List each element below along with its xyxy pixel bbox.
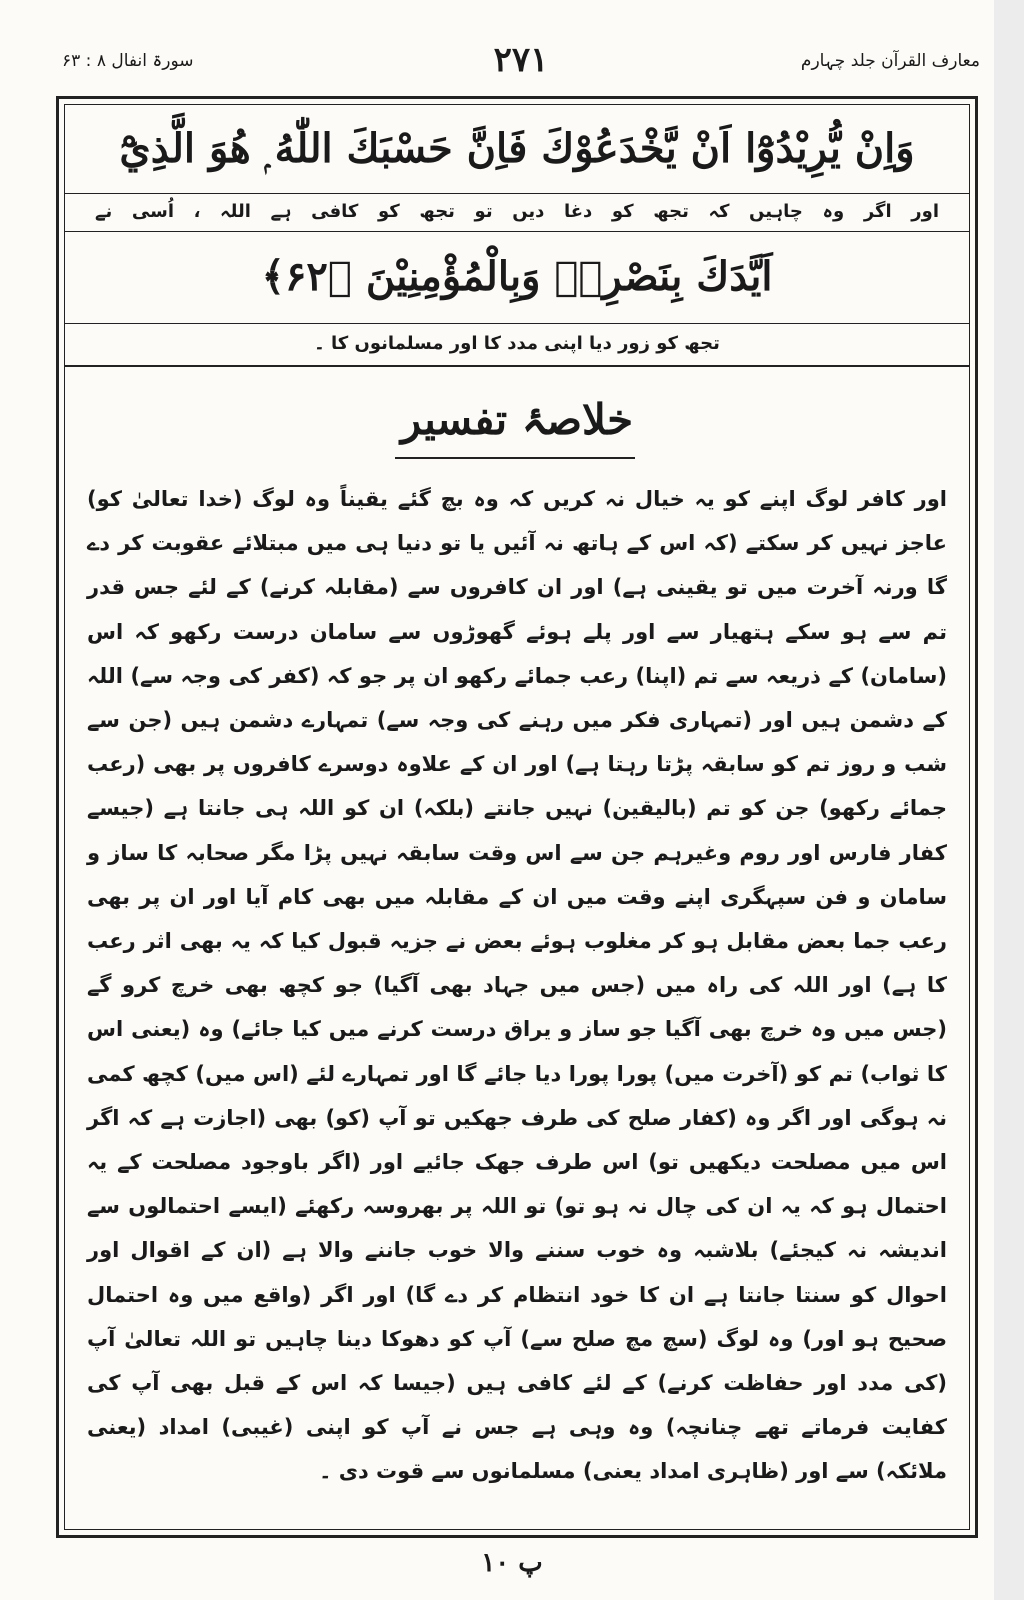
page-frame-inner <box>64 104 970 1530</box>
verse-translation-row-1 <box>65 193 969 232</box>
verse-arabic-line-2: اَيَّدَكَ بِنَصْرِهٖ وَبِالْمُؤْمِنِيْنَ ﴿۶۲﴾ <box>261 253 773 300</box>
page-frame <box>56 96 978 1538</box>
surah-reference: سورۃ انفال ۸ : ۶۳ <box>62 51 194 71</box>
page-gutter <box>994 0 1024 1600</box>
footer-page-mark: پ ۱۰ <box>481 1548 543 1578</box>
verse-arabic-row-1 <box>65 105 969 194</box>
verse-translation-line-2: تجھ کو زور دیا اپنی مدد کا اور مسلمانوں کا ۔ <box>314 333 720 354</box>
verse-arabic-line-1: وَاِنْ يُّرِيْدُوْٓا اَنْ يَّخْدَعُوْكَ فَاِنَّ حَسْبَكَ اللّٰهُ ۭ هُوَ الَّذِيْٓ <box>119 125 915 172</box>
commentary-body <box>87 477 947 1494</box>
page-number: ۲۷۱ <box>493 40 549 80</box>
section-title: خلاصۂ تفسیر <box>400 395 634 444</box>
running-header <box>62 40 980 90</box>
verse-translation-line-1: اور اگر وہ چاہیں کہ تجھ کو دغا دیں تو تجھ کو کافی ہے اللہ ، اُسی نے <box>95 201 940 222</box>
section-title-underline <box>395 457 635 459</box>
book-title: معارف القرآن جلد چہارم <box>800 51 980 71</box>
verse-translation-row-2 <box>65 323 969 367</box>
commentary-paragraph: اور کافر لوگ اپنے کو یہ خیال نہ کریں کہ وہ بچ گئے یقیناً وہ لوگ (خدا تعالیٰ کو) عاجز نہیں کر سکتے (کہ اس کے ہاتھ نہ آئیں یا تو دنیا ہی میں مبتلائے عقوبت کر دے گا ورنہ آخرت میں تو یقینی ہے) اور ان کافروں سے (مقابلہ کرنے) کے لئے جس قدر تم سے ہو سکے ہتھیار سے اور پلے ہوئے گھوڑوں سے سامان درست رکھو کہ اس (سامان) کے ذریعہ سے تم (اپنا) رعب جمائے رکھو ان پر جو کہ (کفر کی وجہ سے) اللہ کے دشمن ہیں اور (تمہاری فکر میں رہنے کی وجہ سے) تمہارے دشمن ہیں (جن سے شب و روز تم کو سابقہ پڑتا رہتا ہے) اور ان کے علاوہ دوسرے کافروں پر بھی (رعب جمائے رکھو) جن کو تم (بالیقین) نہیں جانتے (بلکہ) ان کو اللہ ہی جانتا ہے (جیسے کفار فارس اور روم وغیرہم جن سے اس وقت سابقہ نہیں پڑا مگر صحابہ کا ساز و سامان و فن سپہگری اپنے وقت میں ان کے مقابلہ میں بھی کام آیا اور ان پر بھی رعب جما بعض مقابل ہو کر مغلوب ہوئے بعض نے جزیہ قبول کیا کہ یہ بھی اثر رعب کا ہے) اور اللہ کی راہ میں (جس میں جہاد بھی آگیا) جو کچھ بھی خرچ کرو گے (جس میں وہ خرچ بھی آگیا جو ساز و یراق درست کرنے میں کیا جائے) وہ (یعنی اس کا ثواب) تم کو (آخرت میں) پورا پورا دیا جائے گا اور تمہارے لئے (اس میں) کچھ کمی نہ ہوگی اور اگر وہ (کفار صلح کی طرف جھکیں تو آپ (کو) بھی (اجازت ہے کہ اگر اس میں مصلحت دیکھیں تو) اس طرف جھک جائیے اور (اگر باوجود مصلحت کے یہ احتمال ہو کہ یہ ان کی چال نہ ہو تو) تو اللہ پر بھروسہ رکھئے (ایسے احتمالوں سے اندیشہ نہ کیجئے) بلاشبہ وہ خوب سننے والا خوب جاننے والا ہے (ان کے اقوال اور احوال کو سنتا جانتا ہے ان کا خود انتظام کر دے گا) اور اگر (واقع میں وہ احتمال صحیح ہو اور) وہ لوگ (سچ مچ صلح سے) آپ کو دھوکا دینا چاہیں تو اللہ تعالیٰ آپ (کی مدد اور حفاظت کرنے) کے لئے کافی ہیں (جیسا کہ اس کے قبل بھی آپ کی کفایت فرماتے تھے چنانچہ) وہ وہی ہے جس نے آپ کو اپنی (غیبی) امداد (یعنی ملائکہ) سے اور (ظاہری امداد یعنی) مسلمانوں سے قوت دی ۔ <box>87 487 947 1484</box>
verse-arabic-row-2 <box>65 231 969 324</box>
